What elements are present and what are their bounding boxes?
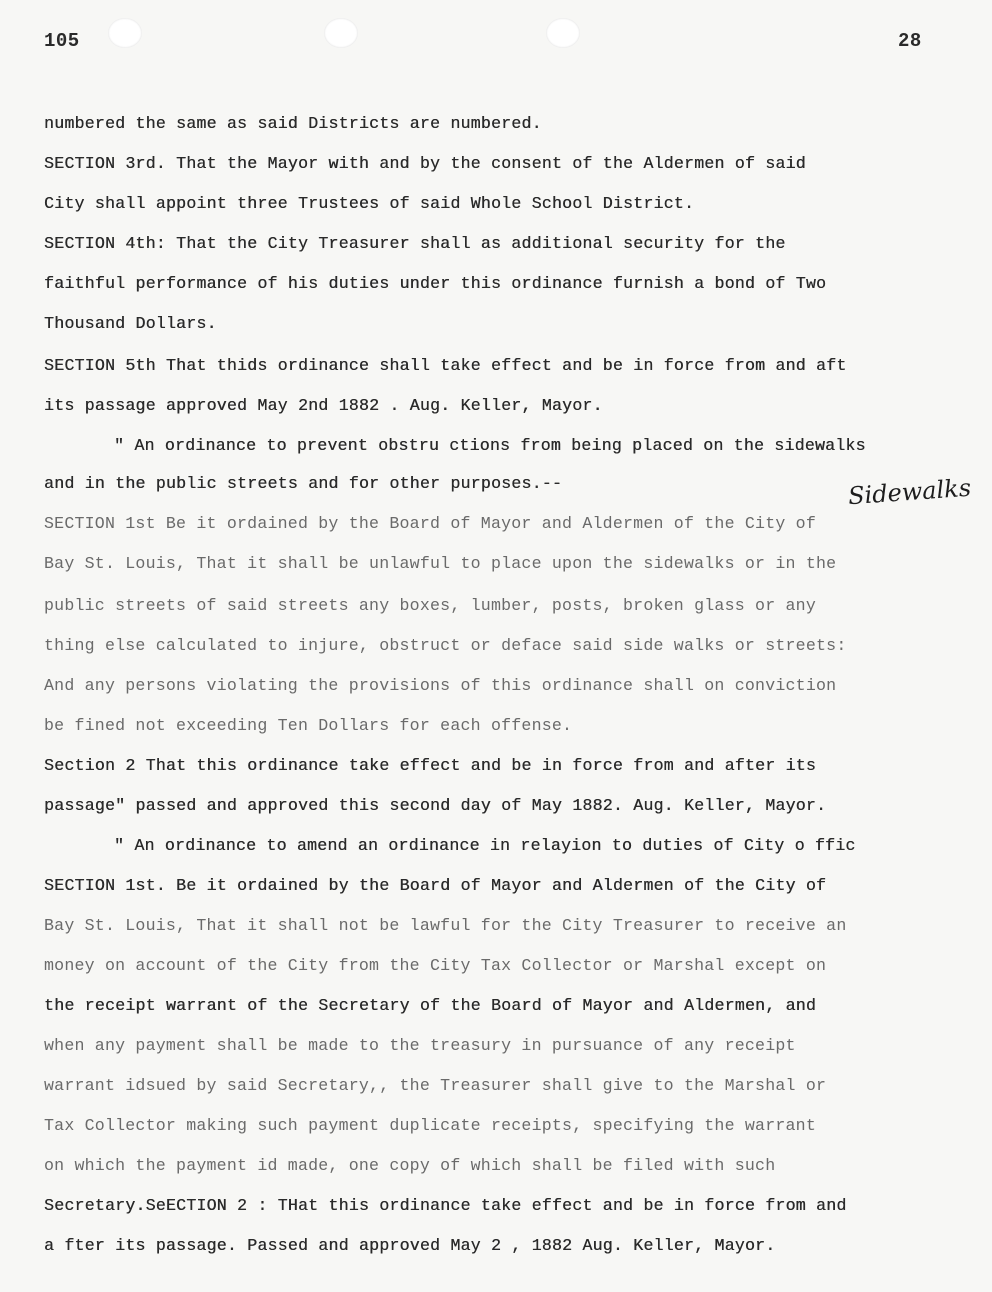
text-line: on which the payment id made, one copy of which shall be filed with such xyxy=(44,1156,776,1175)
text-line: Bay St. Louis, That it shall not be lawful for the City Treasurer to receive an xyxy=(44,916,847,935)
page-number-left: 105 xyxy=(44,30,80,52)
text-line: money on account of the City from the City Tax Collector or Marshal except on xyxy=(44,956,827,975)
text-line: SECTION 1st. Be it ordained by the Board of Mayor and Aldermen of the City of xyxy=(44,876,827,895)
text-line: Thousand Dollars. xyxy=(44,314,217,333)
text-line: Bay St. Louis, That it shall be unlawful to place upon the sidewalks or in the xyxy=(44,554,837,573)
text-line: public streets of said streets any boxes, lumber, posts, broken glass or any xyxy=(44,596,816,615)
text-line: SECTION 4th: That the City Treasurer shall as additional security for the xyxy=(44,234,786,253)
text-line: passage" passed and approved this second day of May 1882. Aug. Keller, Mayor. xyxy=(44,796,827,815)
punch-hole-center xyxy=(324,18,358,48)
punch-hole-right xyxy=(546,18,580,48)
text-line: City shall appoint three Trustees of said Whole School District. xyxy=(44,194,695,213)
text-line: and in the public streets and for other purposes.-- xyxy=(44,474,563,493)
text-line: Tax Collector making such payment duplicate receipts, specifying the warrant xyxy=(44,1116,816,1135)
punch-hole-left xyxy=(108,18,142,48)
text-line: faithful performance of his duties under this ordinance furnish a bond of Two xyxy=(44,274,827,293)
text-line: Secretary.SeECTION 2 : THat this ordinance take effect and be in force from and xyxy=(44,1196,847,1215)
text-line: the receipt warrant of the Secretary of the Board of Mayor and Aldermen, and xyxy=(44,996,816,1015)
text-line: a fter its passage. Passed and approved May 2 , 1882 Aug. Keller, Mayor. xyxy=(44,1236,776,1255)
text-line: SECTION 1st Be it ordained by the Board of Mayor and Aldermen of the City of xyxy=(44,514,816,533)
text-line: " An ordinance to prevent obstru ctions from being placed on the sidewalks xyxy=(114,436,866,455)
text-line: SECTION 3rd. That the Mayor with and by the consent of the Aldermen of said xyxy=(44,154,806,173)
text-line: numbered the same as said Districts are numbered. xyxy=(44,114,542,133)
text-line: Section 2 That this ordinance take effect and be in force from and after its xyxy=(44,756,816,775)
margin-annotation: Sidewalks xyxy=(847,473,972,511)
text-line: when any payment shall be made to the treasury in pursuance of any receipt xyxy=(44,1036,796,1055)
text-line: And any persons violating the provisions of this ordinance shall on conviction xyxy=(44,676,837,695)
text-line: its passage approved May 2nd 1882 . Aug. Keller, Mayor. xyxy=(44,396,603,415)
text-line: warrant idsued by said Secretary,, the Treasurer shall give to the Marshal or xyxy=(44,1076,827,1095)
text-line: be fined not exceeding Ten Dollars for each offense. xyxy=(44,716,573,735)
page-number-right: 28 xyxy=(898,30,922,52)
text-line: " An ordinance to amend an ordinance in relayion to duties of City o ffic xyxy=(114,836,856,855)
text-line: SECTION 5th That thids ordinance shall take effect and be in force from and aft xyxy=(44,356,847,375)
text-line: thing else calculated to injure, obstruct or deface said side walks or streets: xyxy=(44,636,847,655)
